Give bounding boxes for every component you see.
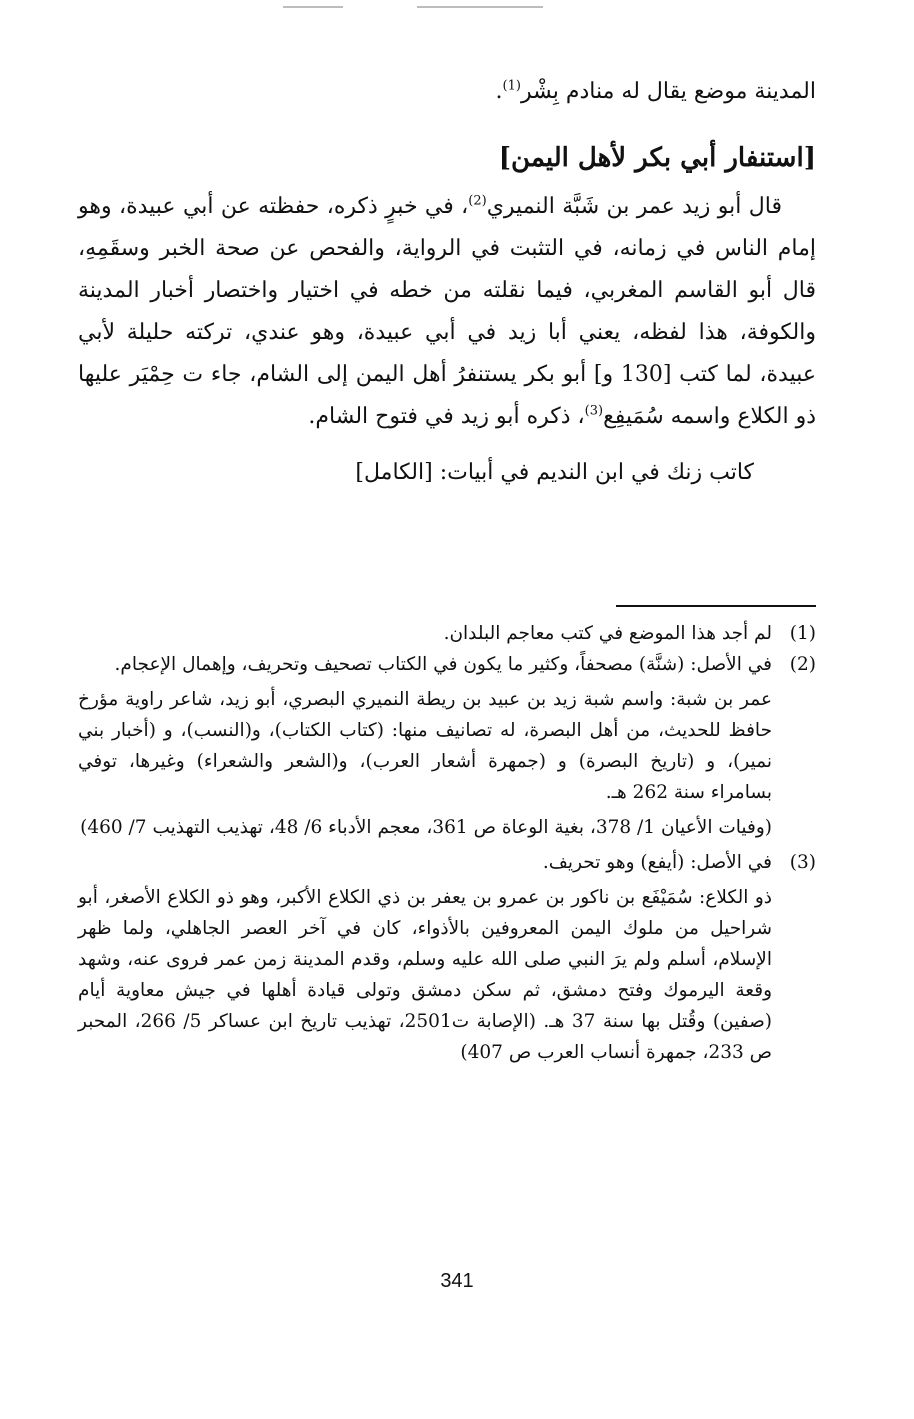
footnote-3 <box>78 847 816 878</box>
footnote-number: (1) <box>789 623 816 644</box>
page-main-text <box>78 72 816 494</box>
verse-intro: كاتب زنك في ابن النديم في أبيات: [الكامل] <box>355 460 754 485</box>
footnote-3-biography: ذو الكلاع: سُمَيْفَع بن ناكور بن عمرو بن يعفر بن ذي الكلاع الأكبر، وهو ذو الكلاع الأصغر، أبو شراحيل من ملوك اليمن المعروفين بالأذواء، كان في آخر العصر الجاهلي، ولما ظهر الإسلام، أسلم ولم يرَ النبي صلى الله عليه وسلم، وقدم المدينة زمن عمر فروى عنه، وشهد وقعة اليرموك وفتح دمشق، ثم سكن دمشق وتولى قيادة أهلها في جيش معاوية أيام (صفين) وقُتل بها سنة 37 هـ. (الإصابة ت2501، تهذيب تاريخ ابن عساكر 5/ 266، المحبر ص 233، جمهرة أنساب العرب ص 407) <box>78 887 772 1063</box>
footnote-2-biography: عمر بن شبة: واسم شبة زيد بن عبيد بن ريطة النميري البصري، أبو زيد، شاعر راوية مؤرخ حافظ للحديث، من أهل البصرة، له تصانيف منها: (كتاب الكتاب)، و(النسب)، و (أخبار بني نمير)، و (تاريخ البصرة) و (جمهرة أشعار العرب)، و(الشعر والشعراء) وغيرها، توفي بسامراء سنة 262 هـ. <box>78 689 772 803</box>
footnote-ref-3[interactable]: (3) <box>584 403 604 419</box>
footnote-ref-1[interactable]: (1) <box>502 78 521 94</box>
footnote-1 <box>78 618 816 649</box>
section-heading: [استنفار أبي بكر لأهل اليمن] <box>498 143 816 173</box>
body-part-2: ، في خبرٍ ذكره، حفظته عن أبي عبيدة، وهو إمام الناس في زمانه، في التثبت في الرواية، والفحص عن صحة الخبر وسقَمِهِ، قال أبو القاسم المغربي، فيما نقلته من خطه في اختيار واختصار أخبار المدينة والكوفة، هذا لفظه، يعني أبا زيد في أبي عبيدة، وهو عندي، تركته حليلة لأبي عبيدة، لما كتب [130 و] أبو بكر يستنفرُ أهل اليمن إلى الشام، جاء ت حِمْيَر عليها ذو الكلاع واسمه سُمَيفِع <box>78 194 817 429</box>
footnote-number: (2) <box>789 654 816 675</box>
page-number: 341 <box>440 1270 474 1292</box>
footnote-2 <box>78 649 816 680</box>
body-paragraph <box>78 186 816 438</box>
footnote-2-sources: (وفيات الأعيان 1/ 378، بغية الوعاة ص 361، معجم الأدباء 6/ 48، تهذيب التهذيب 7/ 460) <box>80 817 772 838</box>
footnote-number: (3) <box>789 852 816 873</box>
footnote-text: لم أجد هذا الموضع في كتب معاجم البلدان. <box>443 623 772 644</box>
footnote-separator <box>616 605 816 607</box>
body-part-1: قال أبو زيد عمر بن شَبَّة النميري <box>486 194 782 219</box>
intro-period: . <box>495 79 503 104</box>
top-rule-right <box>417 6 543 8</box>
intro-line <box>78 72 816 112</box>
body-part-3: ، ذكره أبو زيد في فتوح الشام. <box>308 404 585 429</box>
top-rule-left <box>283 6 343 8</box>
footnote-text: في الأصل: (أيفع) وهو تحريف. <box>542 852 772 873</box>
footnotes <box>78 618 816 1068</box>
intro-text: المدينة موضع يقال له منادم بِشْر <box>520 79 816 104</box>
footnote-text: في الأصل: (شنَّة) مصحفاً، وكثير ما يكون في الكتاب تصحيف وتحريف، وإهمال الإعجام. <box>114 654 772 675</box>
footnote-ref-2[interactable]: (2) <box>468 193 487 209</box>
